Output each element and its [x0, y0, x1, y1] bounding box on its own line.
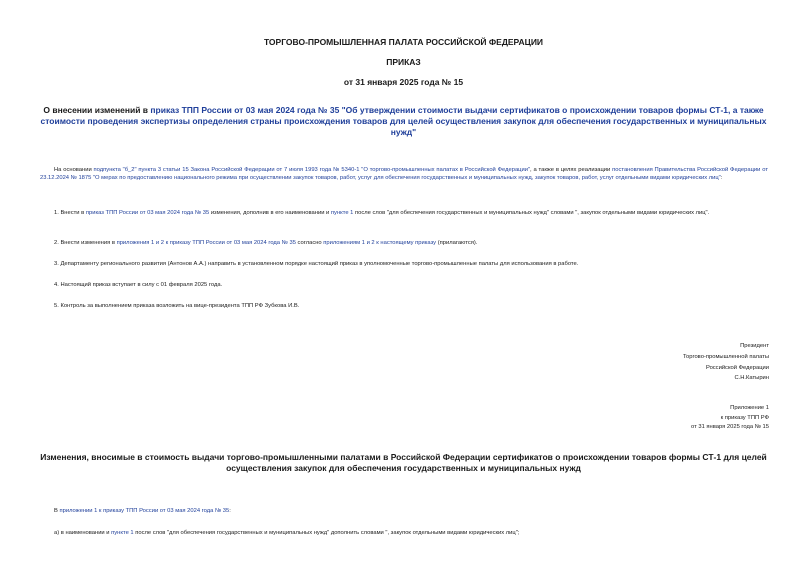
item-1-text-3: после слов "для обеспечения государственных и муниципальных нужд" словами ", закупок отдельными видами юридических лиц". — [353, 210, 710, 216]
preamble — [40, 166, 768, 183]
preamble-link-law[interactable]: подпункта "б_2" пункта 3 статьи 15 Закона Российской Федерации от 7 июля 1993 года № 5340-1 "О торгово-промышленных палатах в Российской Федерации" — [93, 167, 531, 173]
item-5: 5. Контроль за выполнением приказа возложить на вице-президента ТПП РФ Зубкова И.В. — [54, 303, 300, 309]
item-2-text-1: 2. Внести изменения в — [54, 240, 117, 246]
signature-line-2: Торгово-промышленной палаты — [682, 353, 769, 360]
section-p1-link[interactable]: приложении 1 к приказу ТПП России от 03 мая 2024 года № 35 — [59, 508, 230, 514]
preamble-text-2: , а также в целях реализации — [530, 167, 613, 173]
appendix-line-3: от 31 января 2025 года № 15 — [691, 424, 769, 430]
appendix-line-2: к приказу ТПП РФ — [720, 414, 769, 421]
preamble-link-decree[interactable]: постановления Правительства Российской Федерации от 23.12.2024 № 1875 "О мерах по предоставлению национального режима при осуществлении закупок товаров, работ, услуг для обеспечения государственных и муниципальных нужд, закупок товаров, работ, услуг отдельными видами юридических лиц" — [40, 167, 768, 182]
doc-type: ПРИКАЗ — [386, 57, 421, 67]
item-1-link-order[interactable]: приказ ТПП России от 03 мая 2024 года № 35 — [85, 210, 210, 216]
section-paragraph-2 — [40, 529, 768, 537]
signature-line-1: Президент — [740, 343, 769, 349]
signature-line-3: Российской Федерации — [705, 364, 769, 371]
appendix-line-1: Приложение 1 — [730, 405, 769, 411]
preamble-text-1: На основании — [54, 167, 94, 173]
section-paragraph-1 — [40, 507, 768, 515]
section-p1-text-1: В — [54, 508, 60, 514]
org-header: ТОРГОВО-ПРОМЫШЛЕННАЯ ПАЛАТА РОССИЙСКОЙ ФЕДЕРАЦИИ — [263, 37, 544, 47]
title-link[interactable]: приказ ТПП России от 03 мая 2024 года № 35 "Об утверждении стоимости выдачи сертификатов о происхождении товаров формы СТ-1, а также стоимости проведения экспертизы определения страны происхождения товаров для целей осуществления закупок для обеспечения государственных и муниципальных нужд" — [40, 105, 767, 137]
item-2-text-3: (прилагаются). — [436, 240, 478, 246]
item-3: 3. Департаменту регионального развития (Антонов А.А.) направить в установленном порядке настоящий приказ в уполномоченные торгово-промышленные палаты для использования в работе. — [54, 261, 579, 267]
preamble-text-3: : — [720, 175, 723, 182]
section-title: Изменения, вносимые в стоимость выдачи торгово-промышленными палатами в Российской Федерации сертификатов о происхождении товаров формы СТ-1 для целей осуществления закупок для обеспечения государственных и муниципальных нужд — [40, 452, 767, 473]
item-2-text-2: согласно — [295, 240, 324, 246]
item-2 — [40, 239, 768, 247]
signature-block — [569, 341, 769, 384]
item-2-link-present[interactable]: приложениям 1 и 2 к настоящему приказу — [323, 240, 437, 246]
item-1-text-1: 1. Внести в — [54, 210, 86, 216]
doc-title — [30, 105, 777, 138]
item-1-text-2: изменения, дополнив в его наименовании и — [209, 210, 331, 216]
item-1 — [40, 209, 768, 217]
appendix-header — [569, 404, 769, 433]
item-2-link-appendices[interactable]: приложения 1 и 2 к приказу ТПП России от 03 мая 2024 года № 35 — [116, 240, 296, 246]
item-1-link-point[interactable]: пункте 1 — [330, 210, 354, 216]
title-prefix: О внесении изменений в — [43, 105, 151, 115]
section-p1-text-2: : — [229, 508, 231, 514]
section-p2-link[interactable]: пункте 1 — [111, 530, 134, 536]
doc-date-number: от 31 января 2025 года № 15 — [343, 77, 464, 87]
signature-line-4: С.Н.Катырин — [734, 375, 769, 382]
item-4: 4. Настоящий приказ вступает в силу с 01 февраля 2025 года. — [54, 282, 223, 288]
section-p2-text-1: а) в наименовании и — [54, 530, 112, 536]
section-p2-text-2: после слов "для обеспечения государственных и муниципальных нужд" дополнить словами ", закупок отдельными видами юридических лиц"; — [133, 530, 520, 536]
